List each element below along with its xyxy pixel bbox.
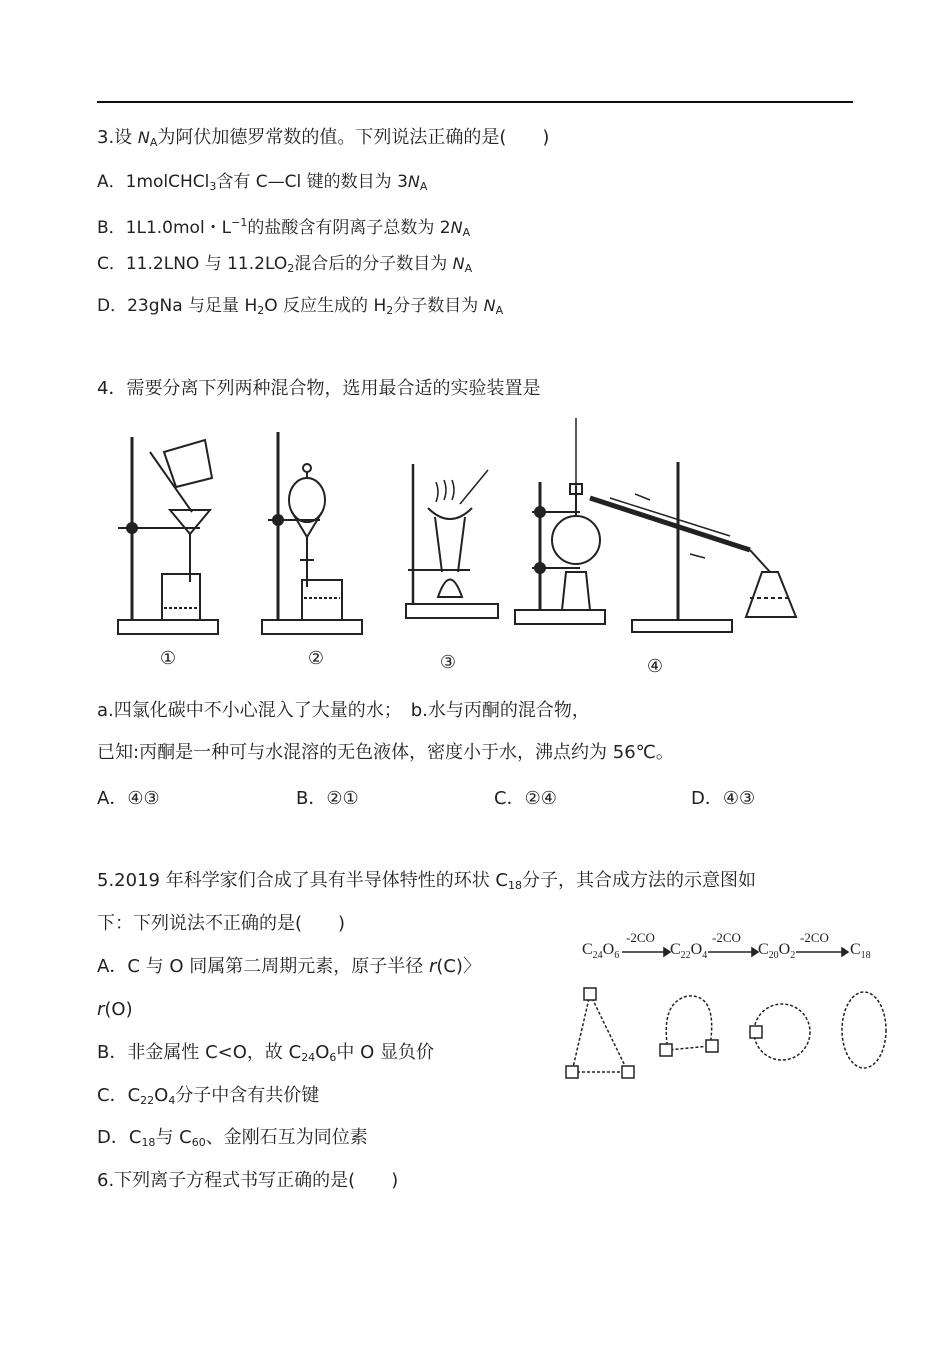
separatory-funnel-apparatus <box>262 432 362 634</box>
apparatus-label-1: ① <box>159 648 177 668</box>
q4-option-d: D．④③ <box>691 788 756 809</box>
species-c24o6: $C_{24}O_6$ <box>582 941 620 961</box>
q4-option-c: C．②④ <box>494 788 557 809</box>
q5-stem-2: 下：下列说法不正确的是( ) <box>97 913 346 934</box>
q5-option-a: A．C 与 O 同属第二周期元素，原子半径 r(C)〉 <box>97 956 481 977</box>
q4-option-b: B．②① <box>296 788 359 809</box>
arrow-label-1: -2CO <box>626 930 655 945</box>
q4-stem: 4．需要分离下列两种混合物，选用最合适的实验装置是 <box>97 378 541 399</box>
evaporation-apparatus <box>406 464 498 618</box>
arrow-label-2: -2CO <box>712 930 741 945</box>
q5-option-b: B．非金属性 C<O，故 $C_{24}O_6$中 O 显负价 <box>97 1042 434 1064</box>
molecule-c18 <box>842 992 886 1068</box>
header-rule <box>97 101 853 103</box>
q4-known: 已知:丙酮是一种可与水混溶的无色液体，密度小于水，沸点约为 56℃。 <box>97 742 674 763</box>
filtration-apparatus <box>118 437 218 634</box>
q4-option-a: A．④③ <box>97 788 160 809</box>
q5-option-d: D．$C_{18}$与 $C_{60}$、金刚石互为同位素 <box>97 1127 368 1149</box>
q3-option-d: D．23gNa 与足量 $H_2O$ 反应生成的 $H_2$分子数目为 $N_A$ <box>97 296 504 317</box>
molecule-c22o4 <box>666 996 711 1050</box>
species-c20o2: $C_{20}O_2$ <box>758 941 796 961</box>
arrow-label-3: -2CO <box>800 930 829 945</box>
q3-option-b: B．1L1.0mol・$L^{-1}$的盐酸含有阴离子总数为 $2N_A$ <box>97 216 471 239</box>
species-c22o4: $C_{22}O_4$ <box>670 941 708 961</box>
q6-stem: 6.下列离子方程式书写正确的是( ) <box>97 1170 399 1191</box>
apparatus-label-3: ③ <box>439 652 457 672</box>
synthesis-scheme <box>560 922 900 1102</box>
q3-option-c: C．11.2LNO 与 $11.2LO_2$混合后的分子数目为 $N_A$ <box>97 254 473 275</box>
molecule-c24o6 <box>572 994 628 1072</box>
q5-stem: 5.2019 年科学家们合成了具有半导体特性的环状 $C_{18}$分子，其合成方法的示意图如 <box>97 870 756 892</box>
q4-mixtures: a.四氯化碳中不小心混入了大量的水； b.水与丙酮的混合物， <box>97 700 590 721</box>
apparatus-label-4: ④ <box>646 656 664 676</box>
distillation-apparatus <box>515 418 796 632</box>
q5-option-a-cont: r(O) <box>97 999 133 1020</box>
q3-option-a: A．1molCHCl$_3$含有 C—Cl 键的数目为 $3N_A$ <box>97 172 428 193</box>
q3-stem: 3.设 $N_A$为阿伏加德罗常数的值。下列说法正确的是( ) <box>97 127 550 149</box>
apparatus-label-2: ② <box>307 648 325 668</box>
q5-option-c: C．$C_{22}O_4$分子中含有共价键 <box>97 1085 320 1107</box>
species-c18: $C_{18}$ <box>850 941 871 961</box>
arrowhead-3 <box>842 948 848 956</box>
apparatus-figure <box>110 412 840 682</box>
